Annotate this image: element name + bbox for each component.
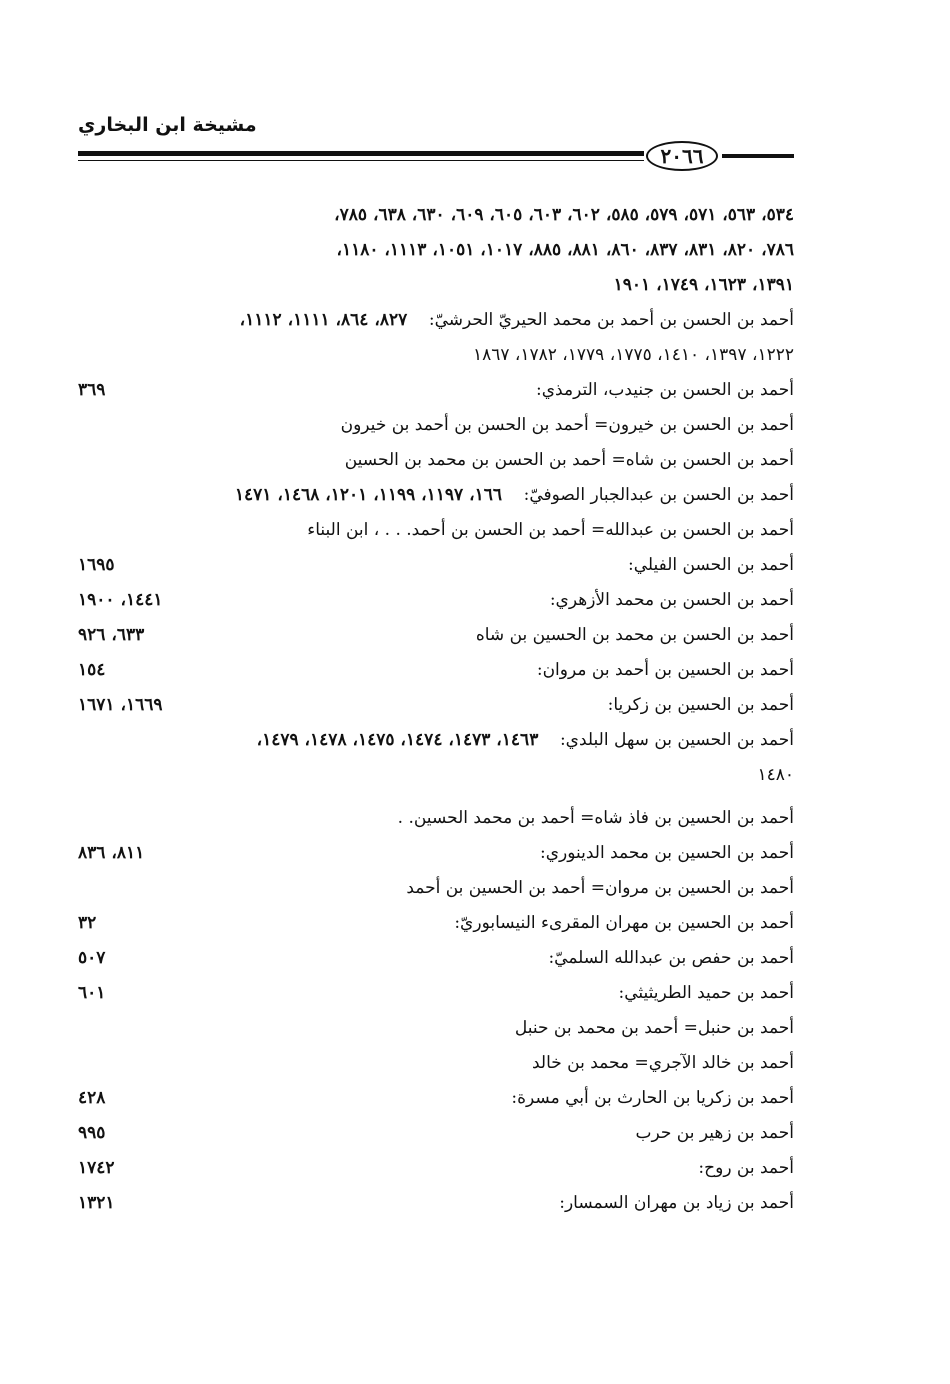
index-entry bbox=[78, 906, 794, 941]
entry-reference-number: ٨١١، ٨٣٦ bbox=[78, 843, 145, 863]
entry-reference-number: ٥٠٧ bbox=[78, 948, 106, 968]
entry-name: أحمد بن روح: bbox=[698, 1158, 794, 1178]
entry-name: أحمد بن حفص بن عبدالله السلميّ: bbox=[548, 948, 794, 968]
entry-name: أحمد بن الحسن بن شاه= أحمد بن الحسن بن محمد بن الحسين bbox=[344, 450, 794, 470]
entry-name: أحمد بن الحسين بن مروان= أحمد بن الحسين بن أحمد bbox=[406, 878, 794, 898]
continuation-line: ١٣٩١، ١٦٢٣، ١٧٤٩، ١٩٠١ bbox=[613, 275, 794, 295]
continuation-block bbox=[78, 198, 794, 303]
entry-name: أحمد بن الحسن بن عبدالله= أحمد بن الحسن بن أحمد. . . ، ابن البناء bbox=[307, 520, 794, 540]
index-entry bbox=[78, 583, 794, 618]
index-entry bbox=[78, 408, 794, 443]
header-rule-thin bbox=[78, 160, 644, 161]
entry-reference-number: ٦٠١ bbox=[78, 983, 106, 1003]
index-entry bbox=[78, 723, 794, 758]
entry-name: أحمد بن الحسين بن أحمد بن مروان: bbox=[536, 660, 794, 680]
entry-name: أحمد بن زياد بن مهران السمسار: bbox=[559, 1193, 794, 1213]
entry-references: ١٦٦، ١١٩٧، ١١٩٩، ١٢٠١، ١٤٦٨، ١٤٧١ bbox=[234, 485, 502, 505]
entry-gap bbox=[78, 793, 794, 801]
entry-name: أحمد بن زهير بن حرب bbox=[635, 1123, 794, 1143]
index-entry bbox=[78, 801, 794, 836]
index-entry bbox=[78, 871, 794, 906]
index-entry bbox=[78, 478, 794, 513]
entry-name: أحمد بن الحسن الفيلي: bbox=[627, 555, 794, 575]
index-entry bbox=[78, 513, 794, 548]
entry-name: أحمد بن الحسين بن فاذ شاه= أحمد بن محمد الحسين. . bbox=[397, 808, 794, 828]
entry-references-continued: ١٤٨٠ bbox=[757, 765, 794, 785]
index-entry bbox=[78, 303, 794, 338]
entry-name: أحمد بن الحسين بن مهران المقرىء النيسابوريّ: bbox=[454, 913, 794, 933]
index-entry bbox=[78, 618, 794, 653]
index-entry bbox=[78, 653, 794, 688]
index-entry bbox=[78, 836, 794, 871]
entry-name: أحمد بن الحسن بن جنيدب، الترمذي: bbox=[536, 380, 794, 400]
entry-references: ١٤٦٣، ١٤٧٣، ١٤٧٤، ١٤٧٥، ١٤٧٨، ١٤٧٩، bbox=[256, 730, 539, 750]
index-entry bbox=[78, 1151, 794, 1186]
entries-list bbox=[78, 303, 794, 1221]
entry-name: أحمد بن زكريا بن الحارث بن أبي مسرة: bbox=[511, 1088, 794, 1108]
entry-references: ٨٢٧، ٨٦٤، ١١١١، ١١١٢، bbox=[239, 310, 408, 330]
index-entry bbox=[78, 1046, 794, 1081]
entry-reference-number: ١٤٤١، ١٩٠٠ bbox=[78, 590, 163, 610]
entry-name: أحمد بن الحسن بن أحمد بن محمد الحيريّ الحرشيّ: bbox=[428, 310, 794, 330]
continuation-line: ٥٣٤، ٥٦٣، ٥٧١، ٥٧٩، ٥٨٥، ٦٠٢، ٦٠٣، ٦٠٥، ٦٠٩، ٦٣٠، ٦٣٨، ٧٨٥، bbox=[334, 205, 794, 225]
index-content bbox=[78, 198, 794, 1221]
index-entry bbox=[78, 1186, 794, 1221]
index-entry bbox=[78, 1081, 794, 1116]
entry-reference-number: ٩٩٥ bbox=[78, 1123, 106, 1143]
index-entry bbox=[78, 688, 794, 723]
index-entry bbox=[78, 373, 794, 408]
entry-name: أحمد بن الحسن بن محمد الأزهري: bbox=[549, 590, 794, 610]
entry-reference-number: ٣٢ bbox=[78, 913, 97, 933]
page-number: ٢٠٦٦ bbox=[646, 141, 718, 171]
entry-reference-number: ٤٢٨ bbox=[78, 1088, 106, 1108]
index-entry bbox=[78, 443, 794, 478]
entry-name: أحمد بن الحسين بن محمد الدينوري: bbox=[539, 843, 794, 863]
entry-reference-number: ١٦٦٩، ١٦٧١ bbox=[78, 695, 163, 715]
entry-name: أحمد بن الحسين بن زكريا: bbox=[607, 695, 794, 715]
entry-name: أحمد بن الحسن بن خيرون= أحمد بن الحسن بن أحمد بن خيرون bbox=[340, 415, 794, 435]
header-rule-thick bbox=[78, 151, 644, 156]
entry-reference-number: ٦٣٣، ٩٢٦ bbox=[78, 625, 145, 645]
entry-name: أحمد بن الحسن بن محمد بن الحسين بن شاه bbox=[475, 625, 794, 645]
entry-reference-number: ١٥٤ bbox=[78, 660, 106, 680]
entry-reference-number: ٣٦٩ bbox=[78, 380, 106, 400]
entry-references-continued: ١٢٢٢، ١٣٩٧، ١٤١٠، ١٧٧٥، ١٧٧٩، ١٧٨٢، ١٨٦٧ bbox=[472, 345, 794, 365]
index-entry bbox=[78, 548, 794, 583]
entry-name: أحمد بن حميد الطريثيثي: bbox=[618, 983, 794, 1003]
continuation-line: ٧٨٦، ٨٢٠، ٨٣١، ٨٣٧، ٨٦٠، ٨٨١، ٨٨٥، ١٠١٧، ١٠٥١، ١١١٣، ١١٨٠، bbox=[336, 240, 794, 260]
index-entry bbox=[78, 1116, 794, 1151]
entry-name: أحمد بن الحسن بن عبدالجبار الصوفيّ: bbox=[523, 485, 794, 505]
entry-reference-number: ١٦٩٥ bbox=[78, 555, 115, 575]
entry-name: أحمد بن حنبل= أحمد بن محمد بن حنبل bbox=[514, 1018, 794, 1038]
index-entry bbox=[78, 1011, 794, 1046]
entry-name: أحمد بن خالد الآجري= محمد بن خالد bbox=[531, 1053, 794, 1073]
header-rule-right bbox=[722, 154, 794, 158]
entry-name: أحمد بن الحسين بن سهل البلدي: bbox=[559, 730, 794, 750]
book-title: مشيخة ابن البخاري bbox=[78, 114, 257, 136]
index-entry bbox=[78, 941, 794, 976]
entry-reference-number: ١٣٢١ bbox=[78, 1193, 115, 1213]
entry-reference-number: ١٧٤٢ bbox=[78, 1158, 115, 1178]
index-entry bbox=[78, 976, 794, 1011]
